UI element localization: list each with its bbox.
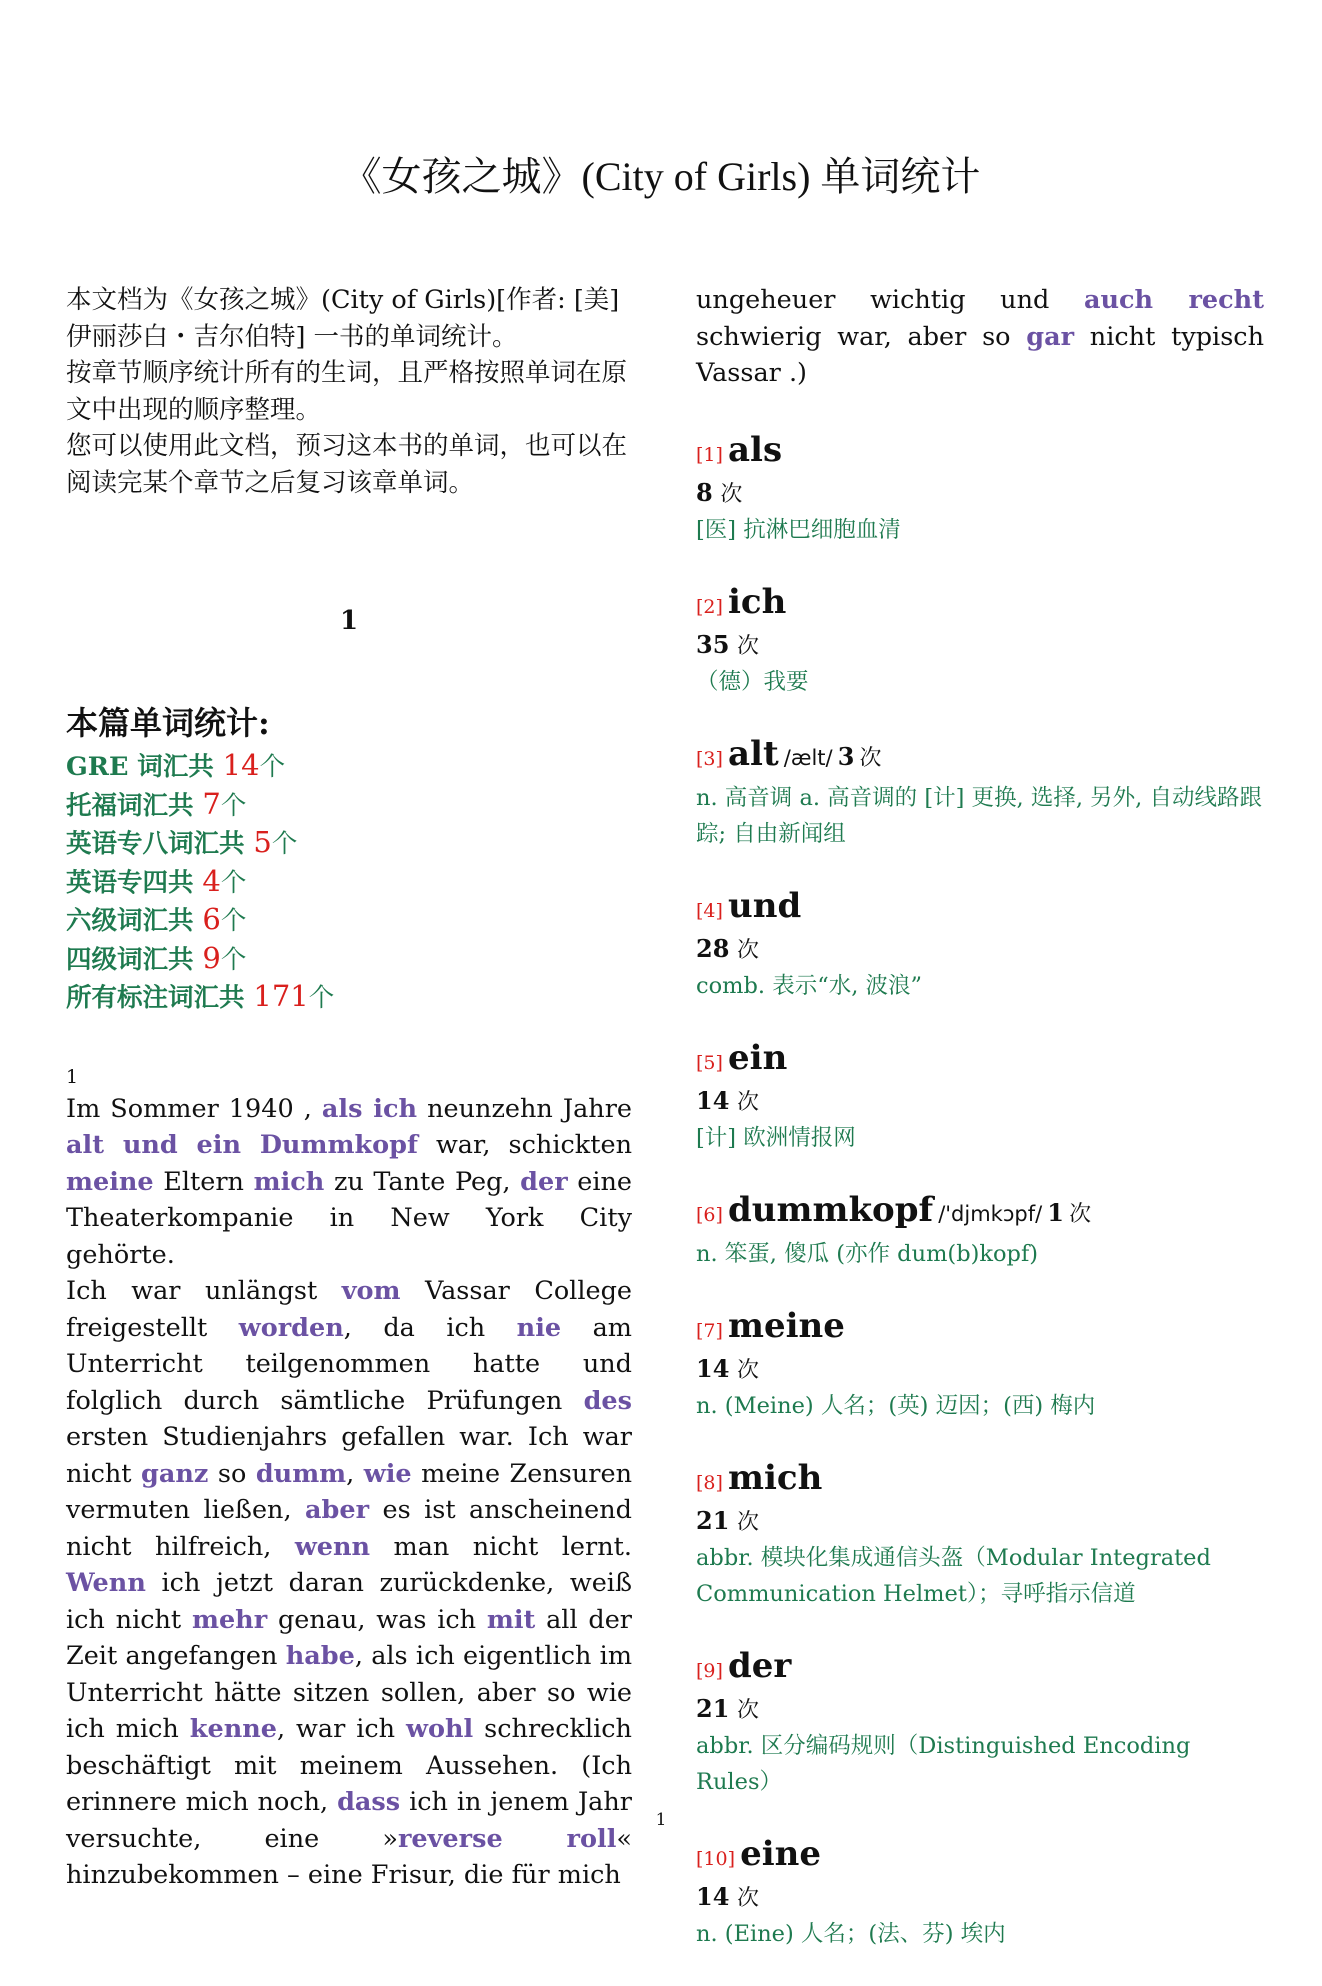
text-segment: , da ich [343,1312,517,1343]
entry-phonetic: /ælt/ [783,745,833,770]
entry-count-unit: 次 [859,745,882,771]
entry-count: 1 [1047,1197,1064,1227]
stat-label: 四级词汇共 [66,944,203,975]
highlighted-word: gar [1026,321,1075,352]
vocabulary-entries [696,430,1264,1952]
text-segment: schwierig war, aber so [696,321,1027,352]
document-title: 《女孩之城》(City of Girls) 单词统计 [341,154,981,199]
vocab-entry [696,1834,1264,1952]
entry-count-unit: 次 [737,1089,760,1115]
highlighted-word: des [583,1385,632,1416]
text-segment: Im Sommer 1940 , [66,1093,322,1124]
highlighted-word: dumm [255,1458,347,1489]
right-column [696,282,1264,1986]
entry-headline [696,1834,1264,1880]
entry-definition: [计] 欧洲情报网 [696,1124,856,1151]
highlighted-word: ganz [141,1458,209,1489]
entry-word: ein [728,1037,788,1078]
entry-definition: （德）我要 [696,668,809,695]
vocab-entry [696,734,1264,852]
stat-unit: 个 [259,752,286,782]
highlighted-word: vom [341,1276,401,1306]
entry-count: 14 [696,1085,730,1115]
highlighted-word: Wenn [66,1568,146,1598]
text-segment: schrecklich beschäftigt mit meinem Aussehen. (Ich erinnere mich noch, [66,1714,632,1817]
text-segment: Vassar College freigestellt [66,1276,633,1343]
entry-definition: [医] 抗淋巴细胞血清 [696,516,901,543]
text-segment: genau, was ich [267,1604,487,1635]
text-segment: nicht typisch Vassar .) [696,321,1264,388]
text-segment: es ist anscheinend nicht hilfreich, [66,1495,632,1562]
entry-index: [2] [696,595,723,618]
vocab-entry [696,1306,1264,1424]
text-segment: man nicht lernt. [370,1531,632,1562]
entry-definition: n. 高音调 a. 高音调的 [计] 更换, 选择, 另外, 自动线路跟踪; 自由新闻组 [696,784,1262,847]
entry-count-unit: 次 [737,1697,760,1723]
entry-definition: abbr. 区分编码规则（Distinguished Encoding Rules） [696,1732,1191,1795]
text-segment: zu Tante Peg, [324,1166,521,1197]
stats-title: 本篇单词统计: [66,704,270,742]
entry-definition: abbr. 模块化集成通信头盔（Modular Integrated Communication Helmet）；寻呼指示信道 [696,1544,1211,1607]
entry-count: 28 [696,933,730,963]
intro [66,282,632,501]
entry-headline [696,886,1264,932]
entry-index: [8] [696,1471,723,1494]
stat-label: 托福词汇共 [66,790,203,821]
intro-line-2: 按章节顺序统计所有的生词，且严格按照单词在原文中出现的顺序整理。 [66,358,628,425]
stat-row [66,747,632,786]
entry-headline [696,1190,1264,1236]
page-number: 1 [655,1810,667,1830]
stat-label: 所有标注词汇共 [66,983,254,1013]
text-segment: war, schickten [417,1130,632,1160]
text-segment: meine Zensuren vermuten ließen, [66,1458,632,1525]
highlighted-word: aber [305,1495,370,1525]
text-segment: Eltern [153,1166,254,1197]
entry-word: der [728,1645,792,1686]
entry-word: ich [728,581,787,622]
highlighted-word: wohl [406,1714,474,1744]
entry-count: 21 [696,1693,730,1723]
highlighted-word: reverse roll [397,1823,617,1854]
stat-row [66,786,632,825]
entry-count-unit: 次 [737,1509,760,1535]
stat-unit: 个 [220,944,247,975]
stat-count: 7 [202,786,221,821]
entry-count-unit: 次 [1069,1201,1092,1227]
chapter-text [66,1091,632,1894]
highlighted-word: der [520,1166,568,1197]
chapter-number: 1 [339,606,359,636]
text-segment: , als ich eigentlich im Unterricht hätte sitzen sollen, aber so wie ich mich [66,1641,632,1744]
text-segment: so [208,1458,256,1489]
intro-line-3: 您可以使用此文档，预习这本书的单词，也可以在阅读完某个章节之后复习该章单词。 [66,431,628,498]
highlighted-word: habe [285,1641,355,1671]
text-segment: « hinzubekommen – eine Frisur, die für mich [66,1823,632,1890]
entry-headline [696,1306,1264,1352]
stat-count: 171 [253,979,309,1013]
text-segment: eine Theaterkompanie in New York City gehörte. [66,1166,633,1270]
highlighted-word: als ich [321,1093,418,1124]
stat-label: 英语专四共 [66,867,203,898]
text-segment: Ich war unlängst [66,1276,342,1306]
entry-headline [696,734,1264,780]
stat-label: 六级词汇共 [66,906,203,936]
stat-row [66,824,632,863]
entry-definition: n. (Eine) 人名；(法、芬) 埃内 [696,1920,1006,1947]
entry-index: [6] [696,1203,723,1226]
entry-word: eine [740,1833,822,1874]
highlighted-word: worden [238,1312,344,1343]
highlighted-word: mehr [191,1604,268,1635]
highlighted-word: kenne [189,1714,277,1744]
text-segment: ich jetzt daran zurückdenke, weiß ich nicht [66,1568,632,1635]
entry-index: [10] [696,1847,736,1870]
entry-definition: n. (Meine) 人名；(英) 迈因；(西) 梅内 [696,1392,1096,1419]
stat-count: 4 [202,863,221,898]
stat-row [66,940,632,979]
entry-word: dummkopf [728,1189,934,1230]
entry-definition: comb. 表示“水, 波浪” [696,972,922,999]
entry-count-line [696,1880,1264,1916]
entry-headline [696,430,1264,476]
entry-phonetic: /'djmkɔpf/ [938,1201,1043,1226]
text-segment: , war ich [277,1714,407,1744]
entry-count: 8 [696,477,713,507]
stat-unit: 个 [220,867,247,898]
vocab-entry [696,1190,1264,1272]
stat-row [66,978,632,1017]
entry-headline [696,1038,1264,1084]
entry-count-unit: 次 [737,633,760,659]
entry-count-unit: 次 [737,1357,760,1383]
chapter-text-continuation [696,282,1264,392]
stat-row [66,901,632,940]
text-segment: neunzehn Jahre [417,1093,632,1124]
highlighted-word: dass [337,1787,401,1817]
stat-count: 5 [253,825,272,859]
stat-count: 6 [202,902,221,936]
entry-index: [1] [696,443,723,466]
entry-word: und [728,885,802,926]
entry-index: [7] [696,1319,723,1342]
entry-index: [5] [696,1051,723,1074]
stat-label: GRE 词汇共 [66,752,223,782]
text-segment: all der Zeit angefangen [66,1604,632,1671]
entry-count: 14 [696,1881,730,1911]
entry-headline [696,582,1264,628]
left-column [66,282,632,1894]
stat-unit: 个 [271,829,298,859]
entry-index: [3] [696,747,723,770]
highlighted-word: wenn [294,1531,371,1562]
entry-count-line [696,1692,1264,1728]
vocab-entry [696,886,1264,1004]
entry-word: mich [728,1457,823,1498]
entry-count: 21 [696,1505,730,1535]
paragraph-number: 1 [66,1065,79,1088]
highlighted-word: auch recht [1083,285,1264,315]
entry-count: 3 [837,741,855,771]
text-segment: am Unterricht teilgenommen hatte und folglich durch sämtliche Prüfungen [66,1312,632,1416]
entry-count-line [696,1352,1264,1388]
entry-headline [696,1458,1264,1504]
stat-unit: 个 [308,983,335,1013]
entry-word: meine [728,1305,845,1346]
entry-count-line [696,476,1264,512]
entry-word: alt [728,733,779,774]
highlighted-word: alt und ein Dummkopf [66,1130,418,1160]
vocab-entry [696,1038,1264,1156]
vocab-entry [696,1458,1264,1612]
stat-unit: 个 [220,790,247,821]
text-segment: ungeheuer wichtig und [696,285,1084,315]
stat-count: 9 [202,940,221,975]
highlighted-word: nie [516,1312,562,1343]
text-segment: ich in jenem Jahr versuchte, eine » [66,1787,632,1854]
entry-count-line [696,628,1264,664]
intro-line-1: 本文档为《女孩之城》(City of Girls)[作者: [美] 伊丽莎白・吉尔伯特] 一书的单词统计。 [66,285,620,352]
entry-count-unit: 次 [737,1885,760,1911]
text-segment: , [346,1458,364,1489]
vocab-entry [696,1646,1264,1800]
vocab-entry [696,430,1264,548]
entry-headline [696,1646,1264,1692]
entry-index: [9] [696,1659,723,1682]
entry-count-line [696,1084,1264,1120]
entry-count-unit: 次 [720,481,743,507]
entry-count: 35 [696,629,730,659]
entry-definition: n. 笨蛋, 傻瓜 (亦作 dum(b)kopf) [696,1240,1039,1267]
stat-count: 14 [222,748,260,782]
entry-index: [4] [696,899,723,922]
stat-label: 英语专八词汇共 [66,829,254,859]
stat-unit: 个 [220,906,247,936]
highlighted-word: wie [363,1458,412,1489]
entry-count-unit: 次 [737,937,760,963]
stats-list [66,747,632,1017]
vocab-entry [696,582,1264,700]
highlighted-word: meine [66,1166,154,1197]
entry-count-line [696,932,1264,968]
entry-count: 14 [696,1353,730,1383]
highlighted-word: mich [253,1166,325,1197]
highlighted-word: mit [486,1604,536,1635]
entry-count-line [696,1504,1264,1540]
stat-row [66,863,632,902]
text-segment: ersten Studienjahrs gefallen war. Ich war nicht [66,1422,632,1489]
entry-word: als [728,429,783,470]
